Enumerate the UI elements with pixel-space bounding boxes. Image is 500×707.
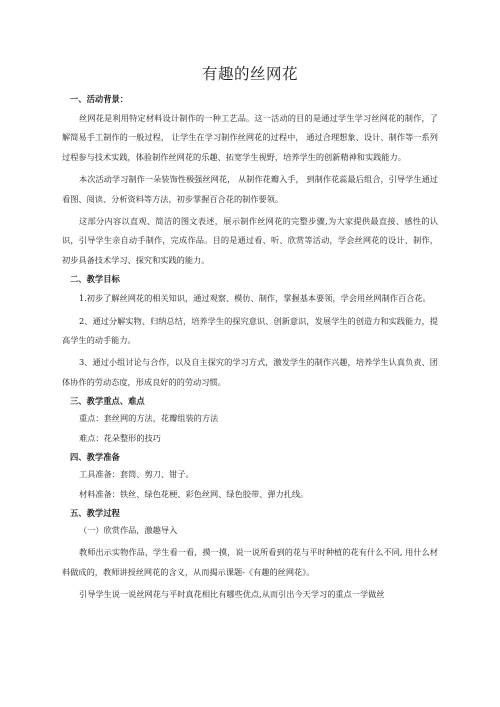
paragraph: 材料准备：铁丝、绿色花梗、彩色丝网、绿色胶带、弹力扎线。 — [79, 489, 309, 500]
section-preparation — [62, 451, 438, 502]
paragraph: 丝网花是利用特定材料设计制作的一种工艺品。这一活动的目的是通过学生学习丝网花的制作，了解简易手工制作的一般过程， 让学生在学习制作丝网花的过程中， 通过合理想象、设计、制作等一系列过程参与技术实践，体验制作丝网花的乐趣、拓宽学生视野，培养学生的创新精神和实践能力。 — [62, 113, 438, 162]
section-key-points — [62, 395, 438, 446]
section-heading: 五、教学过程 — [70, 508, 120, 519]
paragraph: 重点：套丝网的方法，花瓣组装的方法 — [79, 413, 219, 424]
section-process — [62, 507, 438, 604]
paragraph: 3、通过小组讨论与合作，以及自主探究的学习方式，激发学生的制作兴趣，培养学生认真负责、团体协作的劳动态度，形成良好的的劳动习惯。 — [62, 357, 438, 387]
paragraph: （一）欣赏作品，激趣导入 — [79, 525, 178, 536]
paragraph: 工具准备：套筒、剪刀、钳子。 — [79, 469, 194, 480]
paragraph: 难点：花朵整形的技巧 — [79, 433, 161, 444]
paragraph: 这部分内容以直观、简洁的图文表述，展示制作丝网花的完整步骤,为大家提供最直接、感性的认识，引导学生亲自动手制作，完成作品。目的是通过看、听、欣赏等活动，学会丝网花的设计、制作，初步具备技术学习、探究和实践的能力。 — [62, 216, 438, 265]
section-heading: 一、活动背景： — [70, 94, 129, 104]
paragraph: 本次活动学习制作一朵装饰性极强丝网花， 从制作花瓣入手， 到制作花蕊最后组合，引导学生通过看图、阅读、分析资料等方法，初步掌握百合花的制作要领。 — [62, 174, 438, 204]
section-background — [62, 93, 438, 270]
section-heading: 四、教学准备 — [70, 452, 120, 463]
page-title: 有趣的丝网花 — [201, 65, 298, 83]
section-heading: 三、教学重点、难点 — [70, 396, 145, 407]
paragraph: 引导学生说一说丝网花与平时真花相比有哪些优点,从而引出今天学习的重点一学做丝 — [79, 589, 385, 600]
paragraph: 2、通过分解实物、归纳总结，培养学生的探究意识、创新意识，发展学生的创造力和实践能力，提高学生的动手能力。 — [62, 315, 438, 346]
paragraph: 教师出示实物作品，学生看一看，摸一摸，说一说所看到的花与平时种植的花有什么不同, 用什么材料做成的，教师讲授丝网花的含义，从而揭示课题-《有趣的丝网花》。 — [62, 547, 438, 577]
section-heading: 二、教学目标 — [70, 274, 120, 285]
paragraph: 1.初步了解丝网花的相关知识，通过观察、模仿、制作，掌握基本要领，学会用丝网制作百合花。 — [79, 293, 431, 304]
section-goals — [62, 273, 438, 392]
